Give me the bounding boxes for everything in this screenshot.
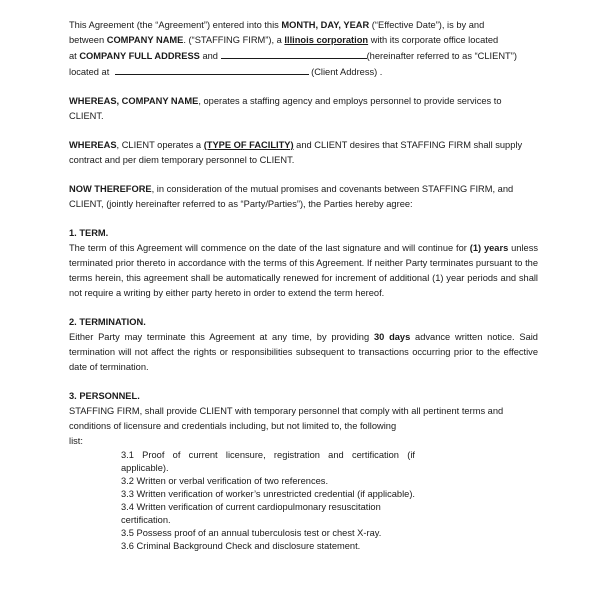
- section-term: [69, 226, 538, 301]
- intro-text: (Client Address) .: [311, 67, 383, 77]
- section-personnel: [69, 389, 538, 553]
- termination-text: advance written notice. Said termination will not affect the rights or responsibilities subsequent to transactions occurring prior to the effective date of termination.: [69, 332, 538, 372]
- company-address-placeholder: COMPANY FULL ADDRESS: [79, 51, 200, 61]
- section-termination: [69, 315, 538, 375]
- client-name-blank[interactable]: [221, 48, 367, 59]
- intro-paragraph: [69, 18, 538, 80]
- intro-line-3: [69, 48, 538, 64]
- facility-type-placeholder: (TYPE OF FACILITY): [203, 140, 294, 150]
- list-item: 3.3 Written verification of worker’s unrestricted credential (if applicable).: [121, 489, 416, 499]
- date-placeholder: MONTH, DAY, YEAR: [281, 20, 370, 30]
- client-address-blank[interactable]: [115, 64, 309, 75]
- now-therefore-paragraph: [69, 182, 538, 212]
- list-item: 3.1 Proof of current licensure, registration and certification (if applicable).: [121, 450, 415, 473]
- whereas-2-text: [69, 138, 538, 168]
- whereas-label: WHEREAS, COMPANY NAME: [69, 96, 199, 106]
- personnel-body-end: list:: [69, 436, 83, 446]
- intro-text: This Agreement (the “Agreement”) entered into this: [69, 20, 282, 30]
- intro-text: (“Effective Date”), is by and: [369, 20, 485, 30]
- list-item: 3.4 Written verification of current cardiopulmonary resuscitation certification.: [121, 502, 381, 525]
- term-body: [69, 241, 538, 301]
- now-therefore-body: , in consideration of the mutual promises and covenants between STAFFING FIRM, and CLIENT, (jointly hereinafter referred to as “Party/Parties”), the Parties hereby agree:: [69, 184, 514, 209]
- intro-text: at: [69, 51, 80, 61]
- whereas-body: , CLIENT operates a: [116, 140, 204, 150]
- intro-text: between: [69, 35, 107, 45]
- whereas-body: , operates a staffing agency and employs personnel to provide services to CLIENT.: [69, 96, 502, 121]
- intro-text: with its corporate office located: [368, 35, 499, 45]
- term-duration: (1) years: [469, 243, 509, 253]
- termination-heading: 2. TERMINATION.: [69, 317, 146, 327]
- now-therefore-label: NOW THEREFORE: [69, 184, 152, 194]
- intro-line-2: [69, 33, 538, 48]
- whereas-label: WHEREAS: [69, 140, 117, 150]
- term-text: The term of this Agreement will commence on the date of the last signature and will continue for: [69, 243, 470, 253]
- termination-body: [69, 330, 538, 375]
- intro-text: (hereinafter referred to as “CLIENT”): [366, 51, 517, 61]
- now-therefore-text: [69, 182, 538, 212]
- personnel-body: STAFFING FIRM, shall provide CLIENT with temporary personnel that comply with all pertinent terms and conditions of licensure and credentials including, but not limited to, the following: [69, 406, 504, 431]
- whereas-1-text: [69, 94, 538, 124]
- list-item: 3.6 Criminal Background Check and disclosure statement.: [121, 541, 361, 551]
- intro-text: and: [199, 51, 218, 61]
- notice-period: 30 days: [373, 332, 411, 342]
- company-name-placeholder: COMPANY NAME: [106, 35, 184, 45]
- list-item: 3.2 Written or verbal verification of two references.: [121, 476, 329, 486]
- whereas-body: and CLIENT desires that STAFFING FIRM shall supply contract and per diem temporary personnel to CLIENT.: [69, 140, 523, 165]
- intro-line-1: [69, 18, 538, 33]
- whereas-2-paragraph: [69, 138, 538, 168]
- intro-text: . (“STAFFING FIRM”), a: [183, 35, 285, 45]
- corporation-state: Illinois corporation: [284, 35, 369, 45]
- personnel-heading: 3. PERSONNEL.: [69, 391, 140, 401]
- requirements-list: [121, 449, 415, 553]
- intro-text: located at: [69, 67, 110, 77]
- term-text: unless terminated prior thereto in accordance with the terms of this Agreement. If neither Party terminates pursuant to the terms herein, this agreement shall be automatically renewed for increment of additional (1) year periods and shall not require a writing by either party hereto in order to extend the term hereof.: [69, 243, 538, 298]
- term-heading: 1. TERM.: [69, 228, 109, 238]
- intro-line-4: [69, 64, 538, 80]
- whereas-1-paragraph: [69, 94, 538, 124]
- list-item: 3.5 Possess proof of an annual tuberculosis test or chest X-ray.: [121, 528, 382, 538]
- termination-text: Either Party may terminate this Agreement at any time, by providing: [69, 332, 374, 342]
